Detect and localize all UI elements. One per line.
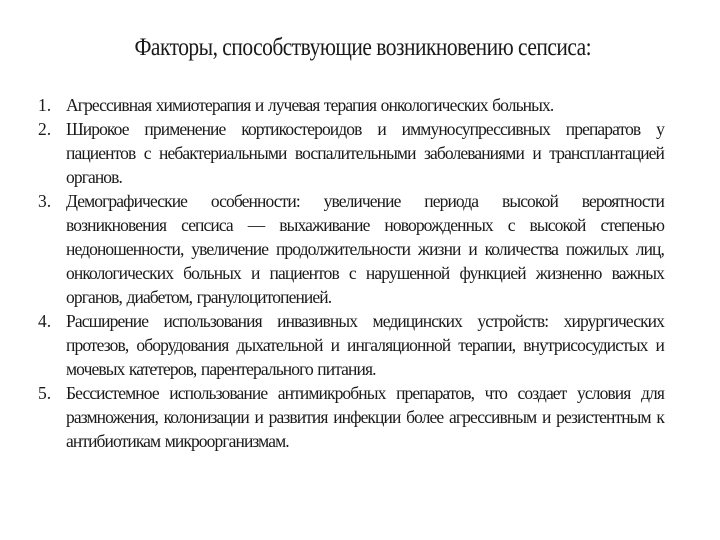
item-text: Бессистемное использование антимикробных препаратов, что создает условия для размножения, колонизации и развития инфекции более агрессивным и резистентным к антибиотикам микроорганизмам. (66, 383, 664, 451)
list-item (38, 117, 664, 189)
item-number: 4. (38, 311, 52, 331)
list-item (38, 93, 664, 117)
slide-title: Факторы, способствующие возникновению сепсиса: (134, 34, 592, 61)
list-item (38, 381, 664, 453)
item-text: Демографические особенности: увеличение периода высокой вероятности возникновения сепсиса — выхаживание новорожденных с высокой степенью недоношенности, увеличение продолжительности жизни и количества пожилых лиц, онкологических больных и пациентов с нарушенной функцией жизненно важных органов, диабетом, гранулоцитопенией. (66, 191, 664, 307)
item-number: 5. (38, 383, 52, 403)
item-number: 2. (38, 119, 52, 139)
item-number: 1. (38, 95, 52, 115)
item-number: 3. (38, 191, 52, 211)
list-item (38, 189, 664, 309)
item-text: Агрессивная химиотерапия и лучевая терапия онкологических больных. (66, 95, 554, 115)
factors-list (38, 93, 664, 453)
item-text: Расширение использования инвазивных медицинских устройств: хирургических протезов, оборудования дыхательной и ингаляционной терапии, внутрисосудистых и мочевых катетеров, парентерального питания. (66, 311, 664, 379)
list-item (38, 309, 664, 381)
item-text: Широкое применение кортикостероидов и иммуносупрессивных препаратов у пациентов с небактериальными воспалительными заболеваниями и трансплантацией органов. (66, 119, 664, 187)
